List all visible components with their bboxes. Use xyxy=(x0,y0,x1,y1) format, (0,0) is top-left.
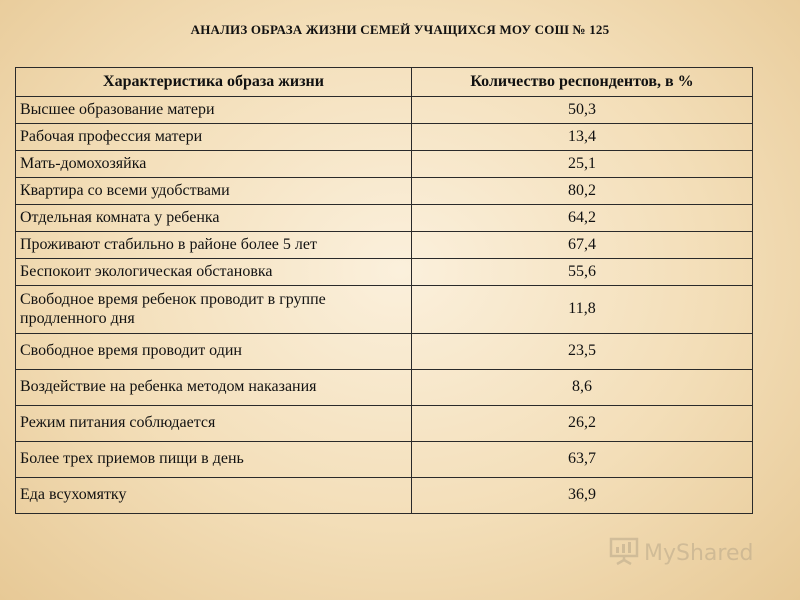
table-row xyxy=(16,406,753,442)
row-label: Свободное время проводит один xyxy=(16,334,412,370)
table-row xyxy=(16,259,753,286)
survey-table xyxy=(15,67,753,514)
column-header-respondents: Количество респондентов, в % xyxy=(412,68,753,97)
row-label: Мать-домохозяйка xyxy=(16,151,412,178)
row-value: 26,2 xyxy=(412,406,753,442)
row-label: Рабочая профессия матери xyxy=(16,124,412,151)
table-row xyxy=(16,286,753,334)
watermark xyxy=(608,536,753,570)
table-row xyxy=(16,442,753,478)
row-value: 67,4 xyxy=(412,232,753,259)
row-label: Квартира со всеми удобствами xyxy=(16,178,412,205)
row-value: 63,7 xyxy=(412,442,753,478)
table-row xyxy=(16,151,753,178)
table-row xyxy=(16,178,753,205)
page-title: АНАЛИЗ ОБРАЗА ЖИЗНИ СЕМЕЙ УЧАЩИХСЯ МОУ СОШ № 125 xyxy=(190,22,610,37)
row-value: 50,3 xyxy=(412,97,753,124)
watermark-text: MyShared xyxy=(644,540,754,566)
row-label: Еда всухомятку xyxy=(16,478,412,514)
table-row xyxy=(16,370,753,406)
row-label: Высшее образование матери xyxy=(16,97,412,124)
row-value: 8,6 xyxy=(412,370,753,406)
row-value: 36,9 xyxy=(412,478,753,514)
row-label: Отдельная комната у ребенка xyxy=(16,205,412,232)
presentation-board-icon xyxy=(608,535,640,572)
row-value: 13,4 xyxy=(412,124,753,151)
table-row xyxy=(16,478,753,514)
row-label: Свободное время ребенок проводит в группе продленного дня xyxy=(16,286,412,334)
row-value: 25,1 xyxy=(412,151,753,178)
table-row xyxy=(16,97,753,124)
row-label: Беспокоит экологическая обстановка xyxy=(16,259,412,286)
row-label: Режим питания соблюдается xyxy=(16,406,412,442)
table-row xyxy=(16,124,753,151)
row-value: 55,6 xyxy=(412,259,753,286)
row-value: 80,2 xyxy=(412,178,753,205)
table-row xyxy=(16,232,753,259)
row-label: Воздействие на ребенка методом наказания xyxy=(16,370,412,406)
row-value: 64,2 xyxy=(412,205,753,232)
table-row xyxy=(16,205,753,232)
row-value: 11,8 xyxy=(412,286,753,334)
table-row xyxy=(16,334,753,370)
row-label: Более трех приемов пищи в день xyxy=(16,442,412,478)
row-label: Проживают стабильно в районе более 5 лет xyxy=(16,232,412,259)
table-header-row xyxy=(16,68,753,97)
row-value: 23,5 xyxy=(412,334,753,370)
column-header-characteristic: Характеристика образа жизни xyxy=(16,68,412,97)
